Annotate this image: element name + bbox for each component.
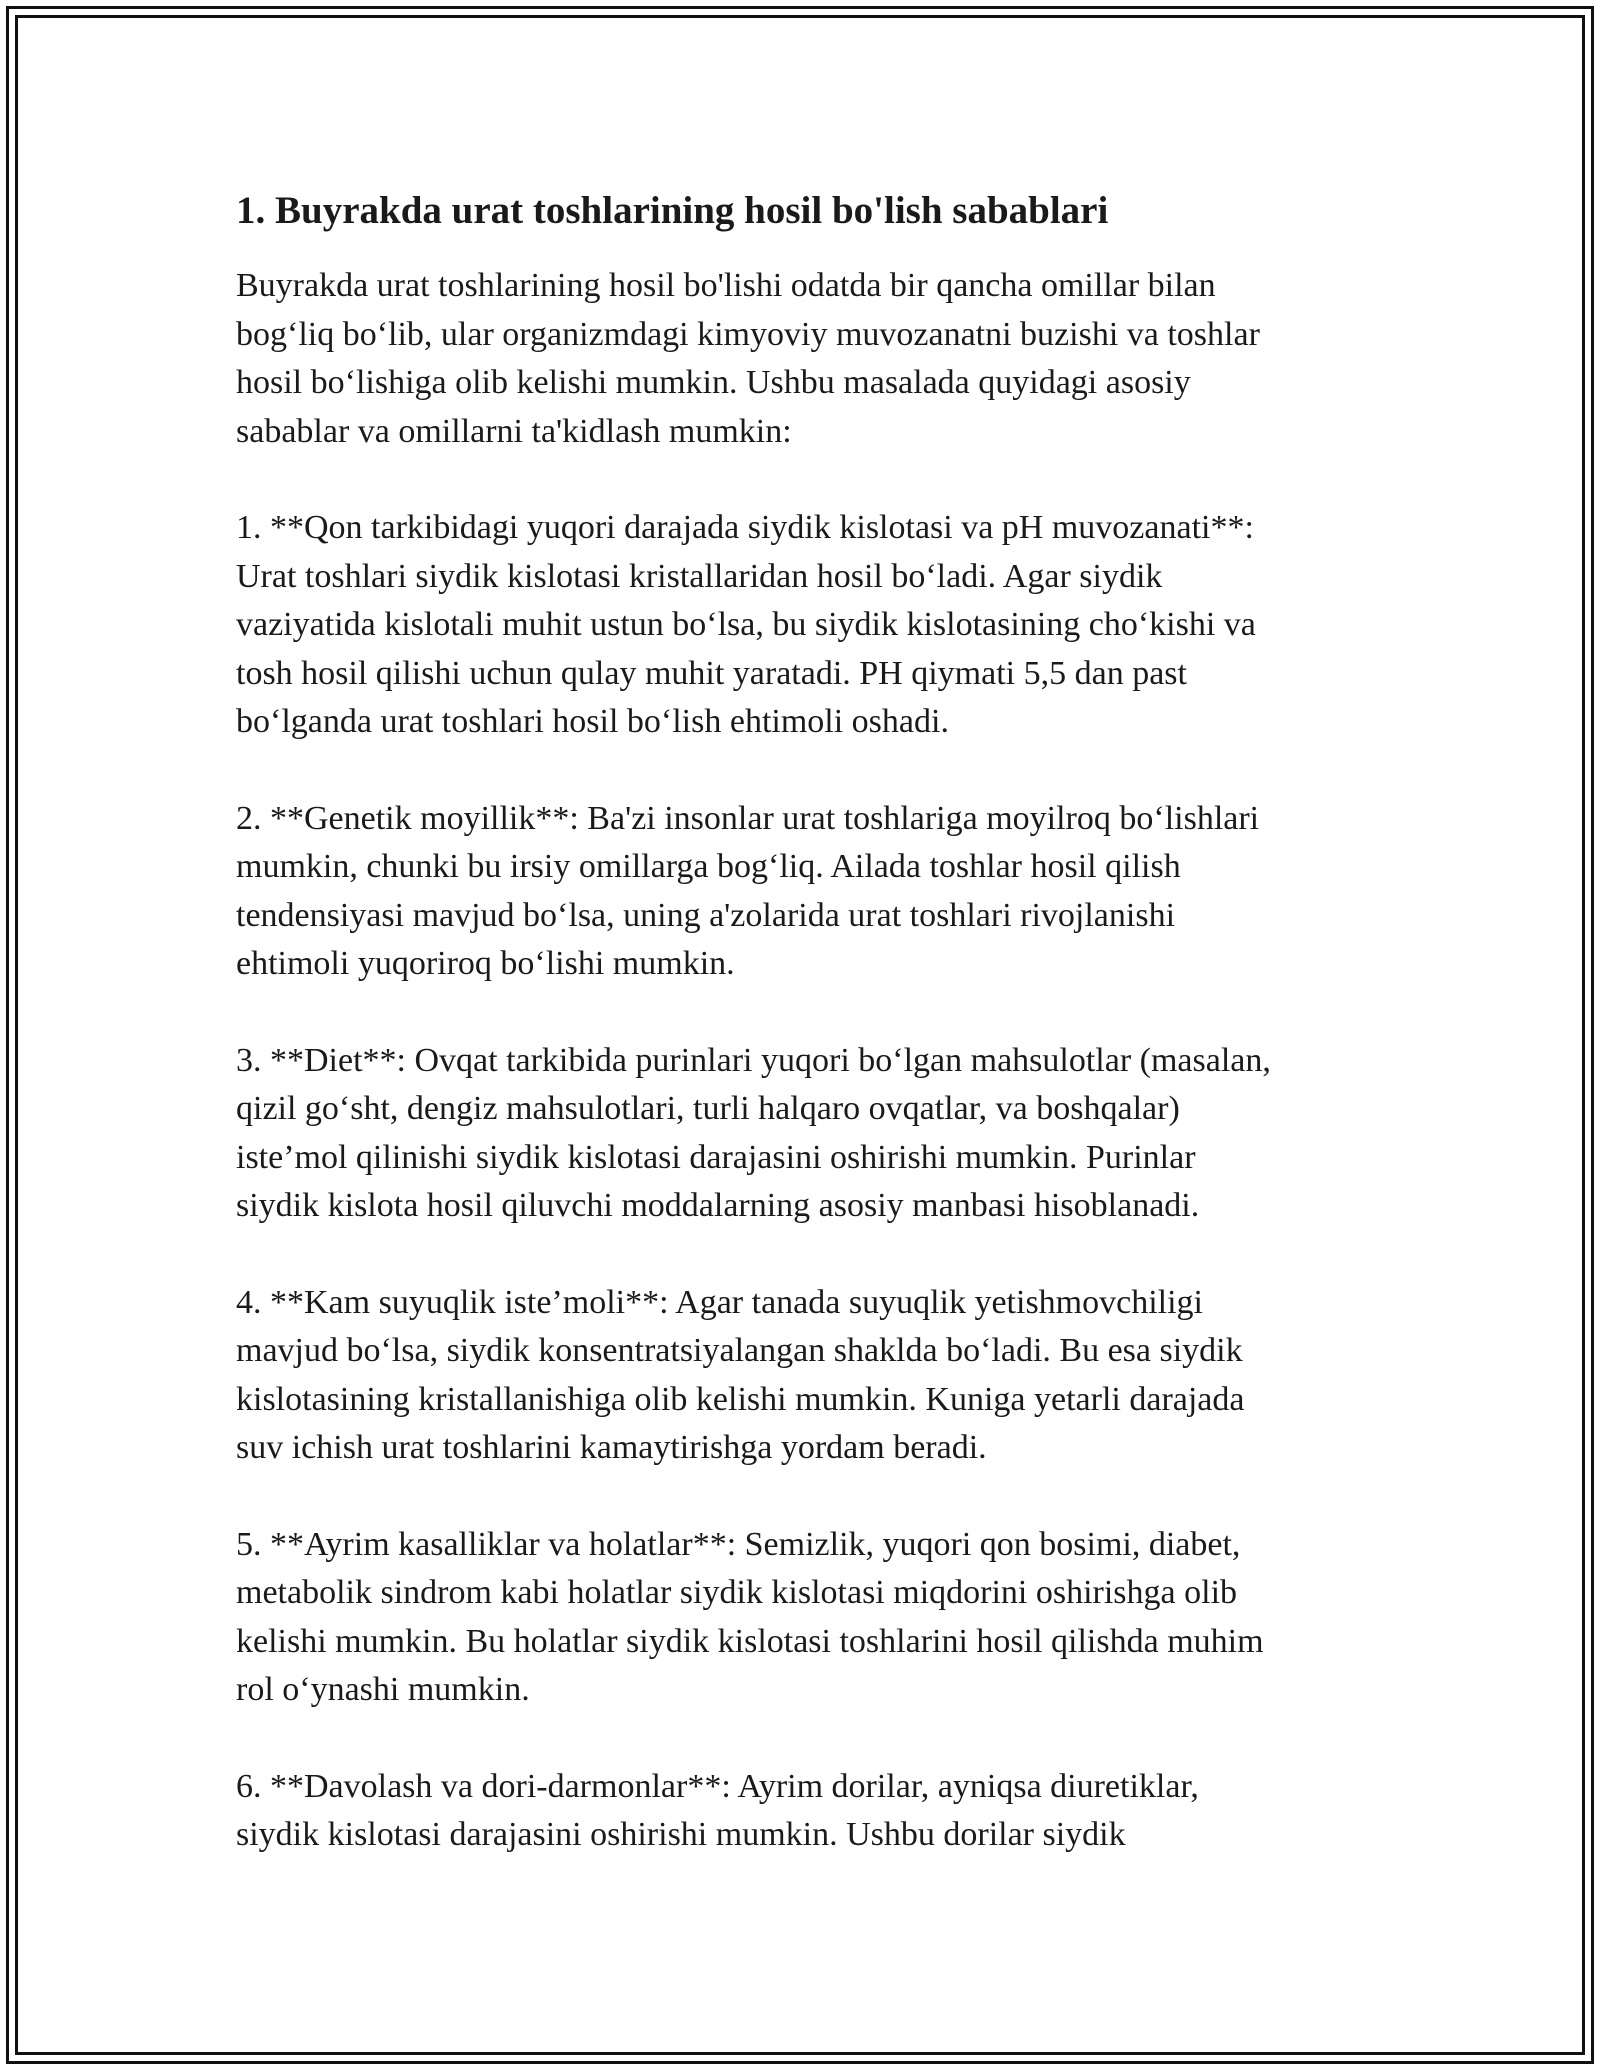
- paragraph-line: mumkin, chunki bu irsiy omillarga bog‘liq. Ailada toshlar hosil qilish: [236, 848, 1181, 885]
- paragraph-line: rol o‘ynashi mumkin.: [236, 1671, 530, 1708]
- paragraph-line: qizil go‘sht, dengiz mahsulotlari, turli halqaro ovqatlar, va boshqalar): [236, 1090, 1180, 1127]
- paragraph: [236, 1037, 1376, 1231]
- document-body: [236, 186, 1376, 1908]
- paragraph-line: bog‘liq bo‘lib, ular organizmdagi kimyoviy muvozanatni buzishi va toshlar: [236, 315, 1260, 353]
- paragraph-line: 6. **Davolash va dori-darmonlar**: Ayrim dorilar, ayniqsa diuretiklar,: [236, 1767, 1199, 1805]
- paragraph-line: kelishi mumkin. Bu holatlar siydik kislotasi toshlarini hosil qilishda muhim: [236, 1622, 1264, 1660]
- paragraph: [236, 1763, 1376, 1860]
- paragraph: [236, 1521, 1376, 1715]
- paragraph-line: siydik kislota hosil qiluvchi moddalarning asosiy manbasi hisoblanadi.: [236, 1187, 1200, 1224]
- paragraph: [236, 262, 1376, 456]
- paragraph-line: 5. **Ayrim kasalliklar va holatlar**: Semizlik, yuqori qon bosimi, diabet,: [236, 1525, 1241, 1563]
- paragraph-line: 1. **Qon tarkibidagi yuqori darajada siydik kislotasi va pH muvozanati**:: [236, 509, 1254, 546]
- document-heading: 1. Buyrakda urat toshlarining hosil bo'lish sabablari: [236, 189, 1109, 232]
- paragraph-line: suv ichish urat toshlarini kamaytirishga yordam beradi.: [236, 1429, 987, 1466]
- paragraph-line: siydik kislotasi darajasini oshirishi mumkin. Ushbu dorilar siydik: [236, 1816, 1126, 1853]
- paragraph-line: ehtimoli yuqoriroq bo‘lishi mumkin.: [236, 945, 735, 982]
- paragraph-line: iste’mol qilinishi siydik kislotasi darajasini oshirishi mumkin. Purinlar: [236, 1138, 1196, 1176]
- paragraph-list: [236, 262, 1376, 1860]
- paragraph-line: bo‘lganda urat toshlari hosil bo‘lish ehtimoli oshadi.: [236, 703, 949, 740]
- paragraph-line: mavjud bo‘lsa, siydik konsentratsiyalangan shaklda bo‘ladi. Bu esa siydik: [236, 1332, 1243, 1369]
- paragraph-line: tosh hosil qilishi uchun qulay muhit yaratadi. PH qiymati 5,5 dan past: [236, 654, 1187, 692]
- paragraph-line: Urat toshlari siydik kislotasi kristallaridan hosil bo‘ladi. Agar siydik: [236, 557, 1163, 595]
- paragraph-line: 3. **Diet**: Ovqat tarkibida purinlari yuqori bo‘lgan mahsulotlar (masalan,: [236, 1041, 1271, 1079]
- paragraph-line: tendensiyasi mavjud bo‘lsa, uning a'zolarida urat toshlari rivojlanishi: [236, 896, 1176, 934]
- paragraph-line: kislotasining kristallanishiga olib kelishi mumkin. Kuniga yetarli darajada: [236, 1380, 1245, 1418]
- paragraph-line: hosil bo‘lishiga olib kelishi mumkin. Ushbu masalada quyidagi asosiy: [236, 364, 1191, 401]
- paragraph-line: metabolik sindrom kabi holatlar siydik kislotasi miqdorini oshirishga olib: [236, 1574, 1238, 1611]
- paragraph: [236, 795, 1376, 989]
- paragraph-line: Buyrakda urat toshlarining hosil bo'lishi odatda bir qancha omillar bilan: [236, 267, 1216, 304]
- paragraph-line: sabablar va omillarni ta'kidlash mumkin:: [236, 412, 792, 450]
- paragraph-line: vaziyatida kislotali muhit ustun bo‘lsa, bu siydik kislotasining cho‘kishi va: [236, 606, 1256, 643]
- paragraph-line: 2. **Genetik moyillik**: Ba'zi insonlar urat toshlariga moyilroq bo‘lishlari: [236, 799, 1260, 837]
- paragraph: [236, 504, 1376, 747]
- paragraph: [236, 1279, 1376, 1473]
- paragraph-line: 4. **Kam suyuqlik iste’moli**: Agar tanada suyuqlik yetishmovchiligi: [236, 1283, 1204, 1321]
